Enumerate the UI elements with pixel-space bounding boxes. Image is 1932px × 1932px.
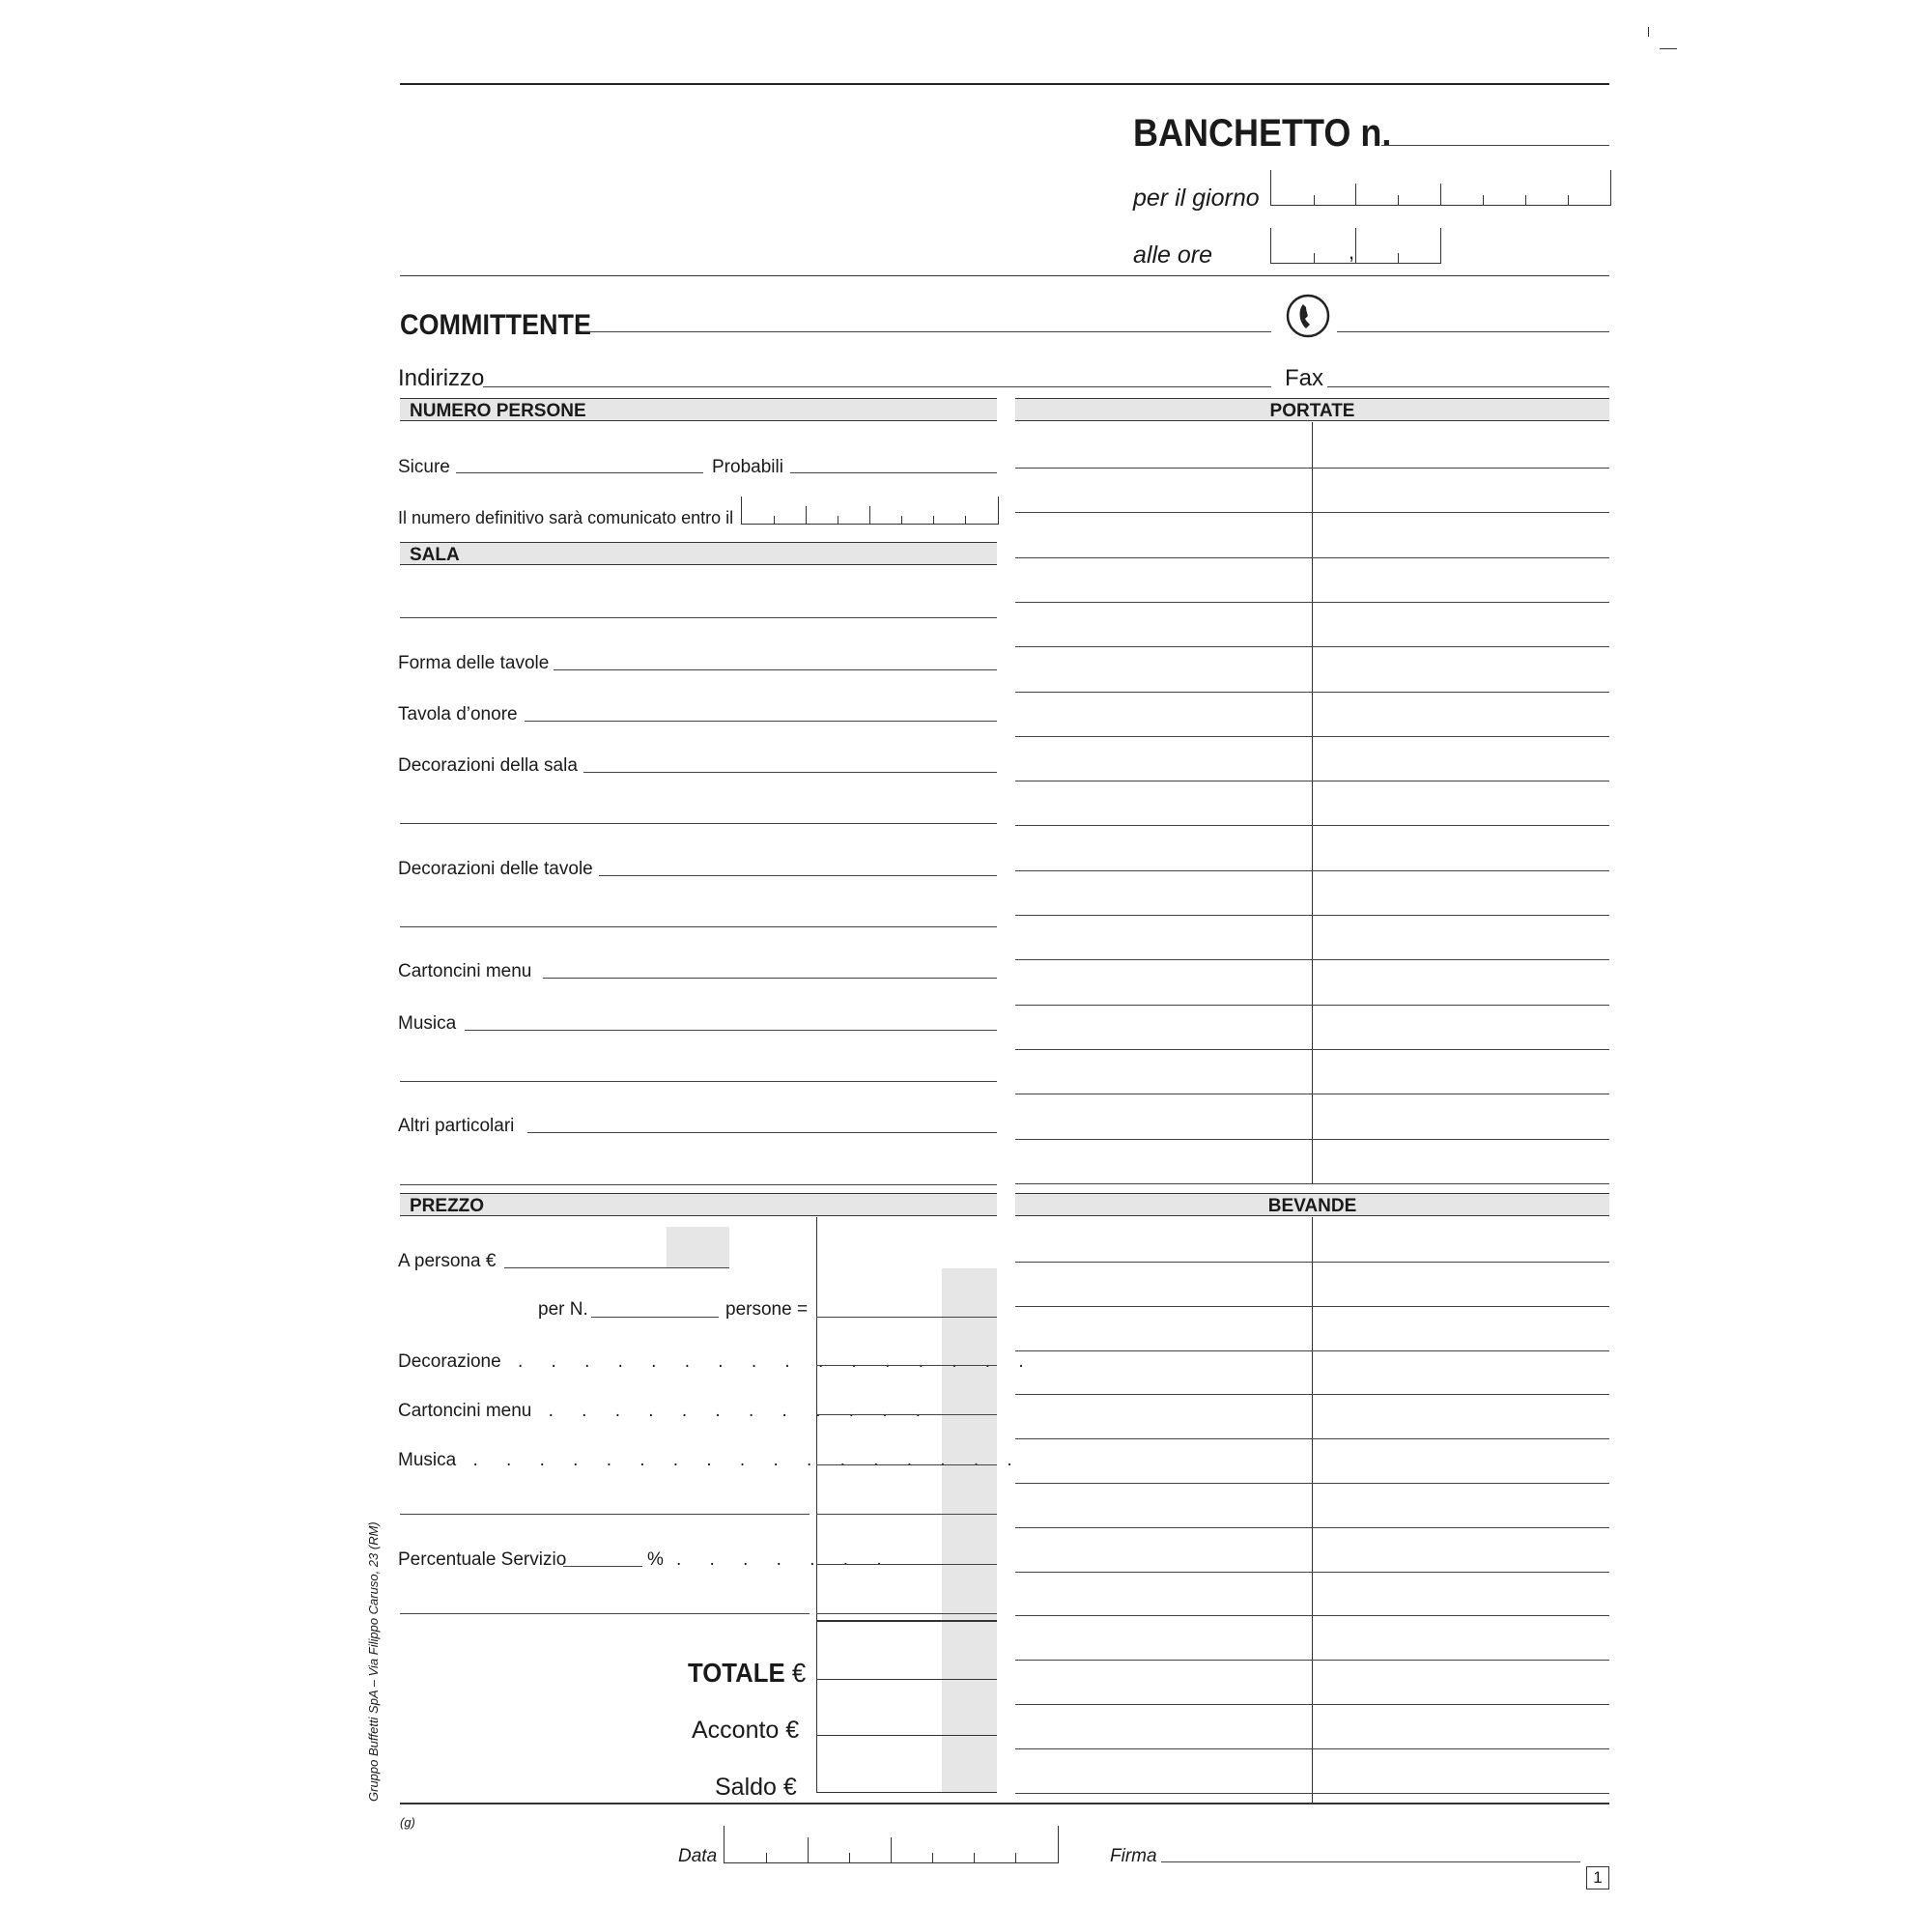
portate-line[interactable] [1015,1049,1609,1050]
bevande-title: BEVANDE [1267,1196,1357,1216]
fax-field[interactable] [1327,386,1609,387]
sala-title: SALA [410,545,460,565]
totale-amount-field[interactable] [816,1679,997,1680]
persone-label: persone = [725,1299,809,1320]
musica-label: Musica [398,1013,457,1034]
tavola-onore-field[interactable] [525,721,997,722]
extra-amount-field-2[interactable] [816,1613,997,1614]
probabili-field[interactable] [790,472,997,473]
decorazioni-sala-field-2[interactable] [400,823,997,824]
portate-line[interactable] [1015,870,1609,871]
giorno-date-field[interactable] [1270,170,1611,206]
portate-line[interactable] [1015,468,1609,469]
percentuale-amount-field[interactable] [816,1564,997,1565]
percentuale-field[interactable] [563,1566,642,1567]
forma-tavole-field[interactable] [554,669,997,670]
cents-column-shade [942,1268,997,1792]
bevande-line[interactable] [1015,1306,1609,1307]
saldo-amount-field[interactable] [816,1792,997,1793]
crop-mark [1648,27,1649,37]
data-field[interactable] [724,1826,1059,1863]
numero-persone-title: NUMERO PERSONE [410,401,586,421]
portate-line[interactable] [1015,1005,1609,1006]
probabili-label: Probabili [712,457,783,477]
bevande-line[interactable] [1015,1572,1609,1573]
header-divider [400,275,1609,276]
bevande-line[interactable] [1015,1262,1609,1263]
time-separator: , [1349,240,1355,264]
data-label: Data [678,1846,718,1866]
bevande-line[interactable] [1015,1748,1609,1749]
decorazioni-tavole-label: Decorazioni delle tavole [398,859,593,879]
totale-label: TOTALE € [688,1658,807,1688]
acconto-label: Acconto € [692,1717,800,1744]
bevande-line[interactable] [1015,1527,1609,1528]
extra-row-field-2[interactable] [400,1613,810,1614]
committente-label: COMMITTENTE [400,309,591,341]
bevande-line[interactable] [1015,1660,1609,1661]
cartoncini-amount-field[interactable] [816,1414,997,1415]
bevande-line[interactable] [1015,1394,1609,1395]
form-title: BANCHETTO n. [1133,112,1392,155]
portate-line[interactable] [1015,959,1609,960]
fax-label: Fax [1285,365,1324,391]
acconto-amount-field[interactable] [816,1735,997,1736]
persone-amount-field[interactable] [816,1317,997,1318]
portate-header [1015,398,1609,421]
firma-field[interactable] [1161,1861,1580,1862]
extra-amount-field[interactable] [816,1514,997,1515]
percent-sign: % [647,1549,664,1570]
banchetto-number-field[interactable] [1381,145,1609,146]
bevande-line[interactable] [1015,1793,1609,1794]
bevande-header [1015,1193,1609,1216]
firma-label: Firma [1110,1846,1157,1866]
indirizzo-field[interactable] [483,386,1271,387]
telephone-field[interactable] [1337,331,1609,332]
a-persona-label: A persona € [398,1251,497,1271]
decorazioni-sala-field[interactable] [583,772,997,773]
portate-line[interactable] [1015,557,1609,558]
a-persona-shade [667,1227,729,1267]
portate-line[interactable] [1015,692,1609,693]
sala-field[interactable] [400,617,997,618]
indirizzo-label: Indirizzo [398,365,485,391]
per-n-label: per N. [538,1299,588,1320]
committente-field[interactable] [582,331,1271,332]
bevande-line[interactable] [1015,1615,1609,1616]
bevande-line[interactable] [1015,1438,1609,1439]
portate-line[interactable] [1015,825,1609,826]
percentuale-dots: . . . . . . . [676,1549,894,1570]
publisher-imprint: Gruppo Buffetti SpA – Via Filippo Caruso, 23 (RM) [366,1521,381,1802]
form-code: (g) [400,1815,415,1830]
decorazione-amount-field[interactable] [816,1365,997,1366]
sicure-label: Sicure [398,457,450,477]
bevande-line[interactable] [1015,1483,1609,1484]
page-number: 1 [1593,1868,1603,1887]
sala-header [400,542,997,565]
extra-row-field[interactable] [400,1514,810,1515]
sicure-field[interactable] [456,472,703,473]
telephone-icon [1285,293,1331,339]
musica-amount-field[interactable] [816,1464,997,1465]
saldo-label: Saldo € [715,1774,797,1801]
altri-particolari-label: Altri particolari [398,1116,515,1136]
page-number-box [1586,1866,1609,1889]
portate-line[interactable] [1015,512,1609,513]
portate-line[interactable] [1015,915,1609,916]
euro-sign: € [791,1658,807,1688]
portate-line[interactable] [1015,602,1609,603]
decorazioni-sala-label: Decorazioni della sala [398,755,578,776]
a-persona-field[interactable] [504,1267,729,1268]
tavola-onore-label: Tavola d’onore [398,704,518,724]
prezzo-title: PREZZO [410,1196,485,1216]
decorazioni-tavole-field[interactable] [599,875,997,876]
crop-mark [1660,48,1677,49]
altri-particolari-field-2[interactable] [400,1184,997,1185]
percentuale-servizio-label: Percentuale Servizio [398,1549,567,1570]
portate-line[interactable] [1015,736,1609,737]
bevande-line[interactable] [1015,1704,1609,1705]
forma-tavole-label: Forma delle tavole [398,653,550,673]
numero-persone-header [400,398,997,421]
portate-line[interactable] [1015,646,1609,647]
bottom-rule [400,1803,1609,1804]
numero-definitivo-label: Il numero definitivo sarà comunicato entro il [398,508,734,527]
portate-column-divider [1312,422,1313,1184]
cartoncini-menu-field[interactable] [543,978,997,979]
bevande-line[interactable] [1015,1350,1609,1351]
per-n-field[interactable] [591,1317,719,1318]
top-rule [400,83,1609,85]
portate-line[interactable] [1015,1183,1609,1184]
portate-title: PORTATE [1269,401,1355,421]
decorazione-label: Decorazione . . . . . . . . . . . . . . . . [398,1351,1036,1372]
altri-particolari-field[interactable] [527,1132,997,1133]
prezzo-header [400,1193,997,1216]
musica-prezzo-label: Musica . . . . . . . . . . . . . . . . . [398,1450,1024,1470]
euro-sign: € [785,1717,800,1744]
amount-column-border [816,1217,817,1792]
numero-definitivo-date[interactable] [741,497,999,525]
ore-time-field[interactable] [1270,228,1441,264]
cartoncini-prezzo-label: Cartoncini menu . . . . . . . . . . . . [398,1401,933,1421]
euro-sign: € [782,1774,797,1801]
decorazioni-tavole-field-2[interactable] [400,926,997,927]
totale-divider [816,1620,997,1622]
per-il-giorno-label: per il giorno [1133,185,1260,212]
portate-line[interactable] [1015,1139,1609,1140]
cartoncini-menu-label: Cartoncini menu [398,961,532,981]
musica-field[interactable] [465,1030,997,1031]
musica-field-2[interactable] [400,1081,997,1082]
alle-ore-label: alle ore [1133,242,1212,269]
